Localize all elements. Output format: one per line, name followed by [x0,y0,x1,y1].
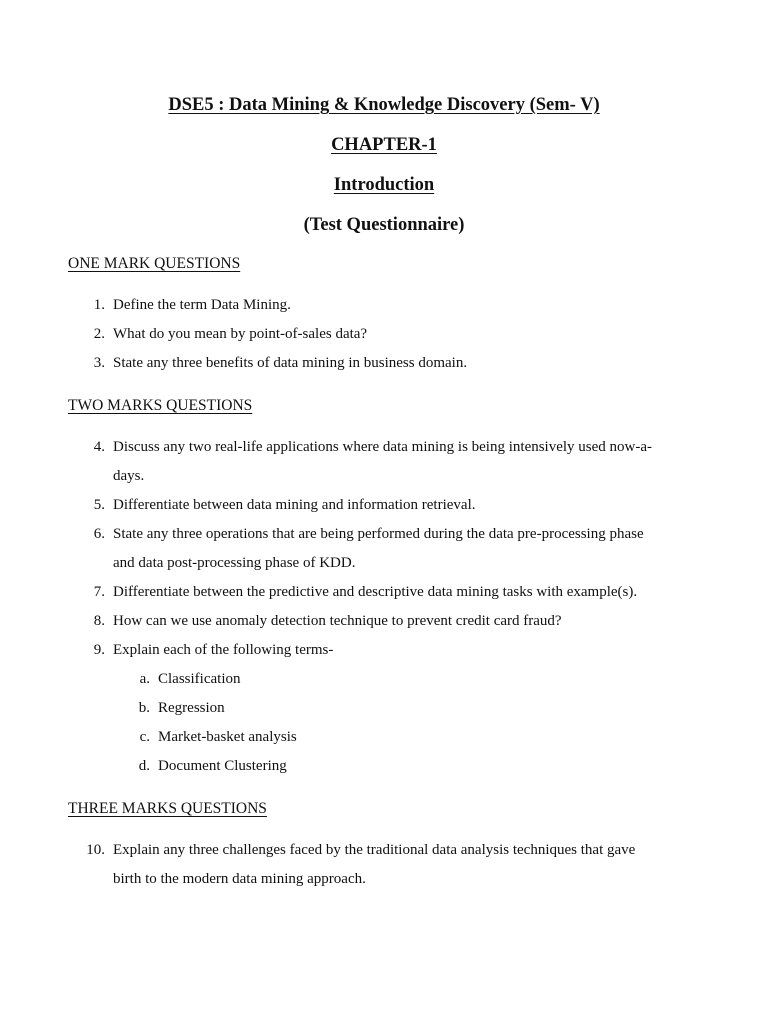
question-text: What do you mean by point-of-sales data? [113,326,368,342]
topic-title: Introduction [333,175,435,195]
section-heading-one-mark: ONE MARK QUESTIONS [68,255,241,272]
sub-item-text: Market-basket analysis [158,729,297,745]
question-text: and data post-processing phase of KDD. [113,555,356,571]
sub-item-letter: c. [139,729,150,745]
sub-item-text: Classification [158,671,241,687]
sub-item-text: Regression [158,700,225,716]
course-title: DSE5 : Data Mining & Knowledge Discovery (Sem- V) [168,95,600,115]
question-text: State any three benefits of data mining in business domain. [113,355,468,371]
question-text: Define the term Data Mining. [113,297,291,313]
question-number: 9. [93,642,105,658]
section-heading-three-marks: THREE MARKS QUESTIONS [68,800,267,817]
question-text: Differentiate between the predictive and descriptive data mining tasks with example(s). [113,584,638,600]
question-text: Explain any three challenges faced by the traditional data analysis techniques that gave [113,842,636,858]
question-number: 5. [93,497,105,513]
question-number: 10. [86,842,105,858]
section-heading-two-marks: TWO MARKS QUESTIONS [68,397,253,414]
question-number: 3. [93,355,105,371]
question-text: Differentiate between data mining and information retrieval. [113,497,476,513]
sub-item-text: Document Clustering [158,758,287,774]
sub-item-letter: d. [138,758,150,774]
question-number: 2. [93,326,105,342]
question-number: 1. [93,297,105,313]
question-text: Explain each of the following terms- [113,642,334,658]
question-text: How can we use anomaly detection technique to prevent credit card fraud? [113,613,562,629]
question-number: 4. [93,439,105,455]
sub-item-letter: a. [139,671,150,687]
question-text: Discuss any two real-life applications where data mining is being intensively used now-a- [113,439,653,455]
question-number: 7. [93,584,105,600]
sub-item-letter: b. [138,700,150,716]
question-text: State any three operations that are being performed during the data pre-processing phase [113,526,644,542]
chapter-title: CHAPTER-1 [331,135,437,155]
question-number: 8. [93,613,105,629]
subtitle: (Test Questionnaire) [303,215,465,235]
question-text: birth to the modern data mining approach. [113,871,366,887]
question-number: 6. [93,526,105,542]
question-text: days. [113,468,145,484]
